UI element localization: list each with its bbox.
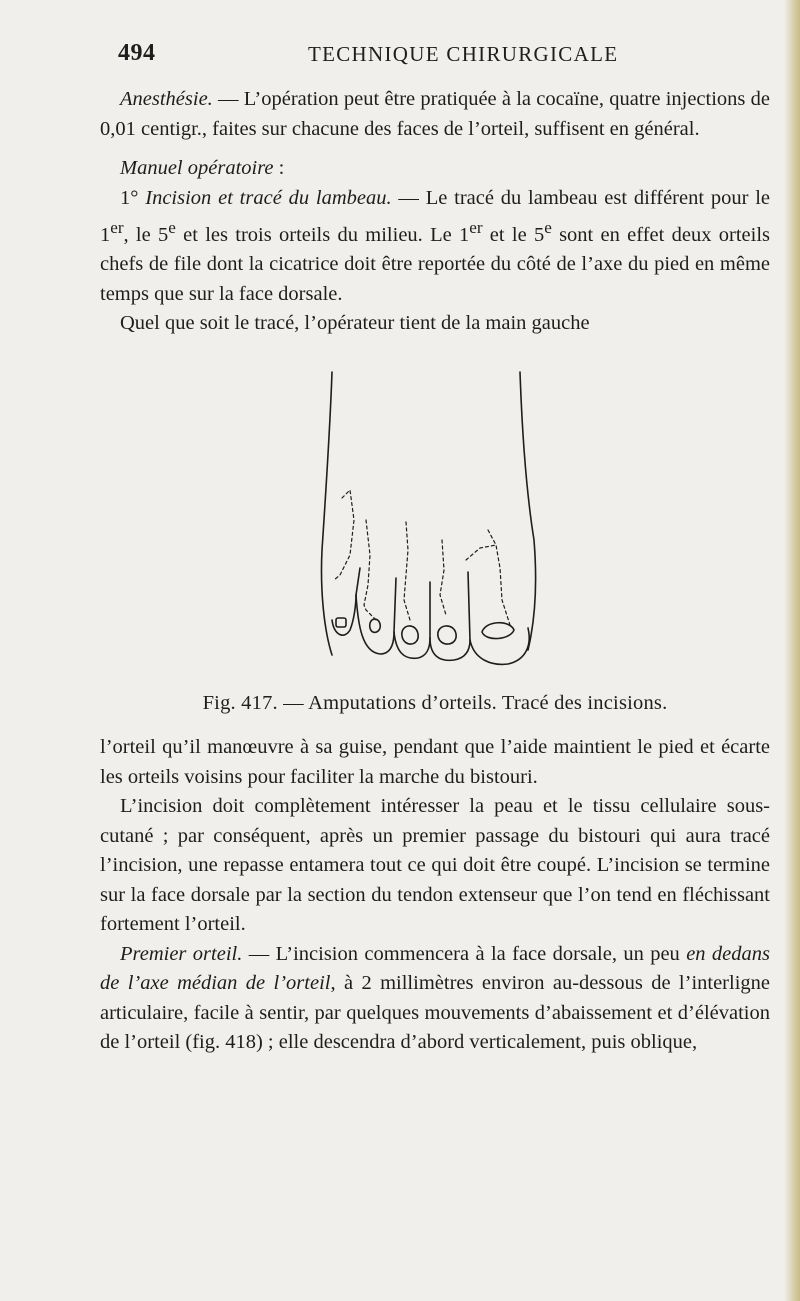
figure-caption: Fig. 417. — Amputations d’orteils. Tracé des incisions.	[202, 692, 668, 714]
incision-number: 1°	[120, 186, 139, 209]
paragraph-orteil: l’orteil qu’il manœuvre à sa guise, pendant que l’aide maintient le pied et écarte les orteils voisins pour faciliter la marche du bistouri.	[100, 736, 770, 788]
premier-text-a: — L’incision commencera à la face dorsale, un peu	[242, 942, 687, 965]
incision-toe-5	[334, 490, 354, 580]
premier-text-b: , à 2 millimètres environ au-dessous de l’interligne articulaire, facile à sentir, par quelques mouvements d’abaissement et d’élévation de l’orteil (fig. 418) ; elle descendra d’abord verticalement, puis oblique,	[100, 972, 771, 1053]
incision-sup-3: er	[469, 218, 483, 237]
manuel-colon: :	[273, 157, 285, 179]
toe-2-outline	[430, 638, 470, 660]
page-header	[118, 40, 788, 66]
paragraph-manuel	[100, 154, 770, 184]
incision-tracings	[334, 490, 510, 625]
incision-sup-2: e	[168, 218, 176, 237]
paragraph-anesthesie	[100, 85, 770, 144]
incision-title: Incision et tracé du lambeau.	[145, 186, 392, 209]
incision-text-e: sont en effet deux orteils chefs de file dont la cicatrice doit être reportée du côté de l’axe du pied en même temps que sur la face dorsale.	[100, 223, 770, 305]
page-edge	[784, 0, 800, 1301]
toe-3-outline	[394, 632, 430, 658]
paragraph-incision	[100, 184, 770, 310]
text-block-top	[100, 85, 770, 339]
incision-text-b: , le 5	[123, 223, 169, 246]
incision-text-d: et le 5	[482, 223, 545, 246]
text-block-bottom	[100, 733, 770, 1058]
toe-incisions-drawing	[320, 370, 540, 675]
incision-text-a: — Le tracé du lambeau est différent pour le 1	[100, 186, 770, 246]
paragraph-premier-orteil	[100, 940, 770, 1058]
premier-title: Premier orteil.	[120, 942, 243, 965]
toe-4-nail	[370, 619, 381, 632]
anesthesie-text: — L’opération peut être pratiquée à la cocaïne, quatre injections de 0,01 centigr., faites sur chacune des faces de l’orteil, suffisent en général.	[100, 88, 770, 140]
foot-contour-right	[520, 372, 536, 650]
incision-sup-1: er	[110, 218, 124, 237]
interdigital-line-2	[394, 578, 396, 632]
foot-contour-left	[321, 372, 332, 655]
premier-emphasis: en dedans de l’axe médian de l’orteil	[100, 942, 771, 994]
paragraph-incision-detail: L’incision doit complètement intéresser la peau et le tissu cellulaire sous-cutané ; par conséquent, après un premier passage du bistouri qui aura tracé l’incision, une repasse entamera tout ce qui doit être coupé. L’incision se termine sur la face dorsale par la section du tendon extenseur que l’on tend en fléchissant fortement l’orteil.	[100, 795, 770, 935]
manuel-title: Manuel opératoire	[120, 157, 274, 179]
incision-text-c: et les trois orteils du milieu. Le 1	[175, 223, 470, 246]
page-number: 494	[118, 40, 156, 66]
interdigital-line-1	[356, 568, 360, 595]
incision-toe-2	[440, 540, 446, 615]
incision-toe-1	[488, 530, 510, 625]
toe-5-nail	[336, 618, 346, 627]
anesthesie-title: Anesthésie.	[120, 88, 213, 110]
toe-4-outline	[356, 595, 394, 654]
interdigital-line-4	[468, 572, 470, 640]
paragraph-quel-que: Quel que soit le tracé, l’opérateur tient de la main gauche	[120, 312, 590, 335]
toe-3-nail	[402, 626, 418, 644]
incision-toe-3	[404, 522, 410, 620]
incision-toe-1-flap	[466, 545, 496, 560]
toe-1-outline	[470, 628, 529, 664]
figure-toe-amputations	[320, 370, 540, 675]
running-head: TECHNIQUE CHIRURGICALE	[308, 42, 619, 66]
toe-1-nail	[482, 623, 514, 639]
toe-5-outline	[332, 595, 356, 635]
incision-sup-4: e	[544, 218, 552, 237]
toe-2-nail	[438, 626, 456, 644]
incision-toe-4	[364, 520, 376, 620]
